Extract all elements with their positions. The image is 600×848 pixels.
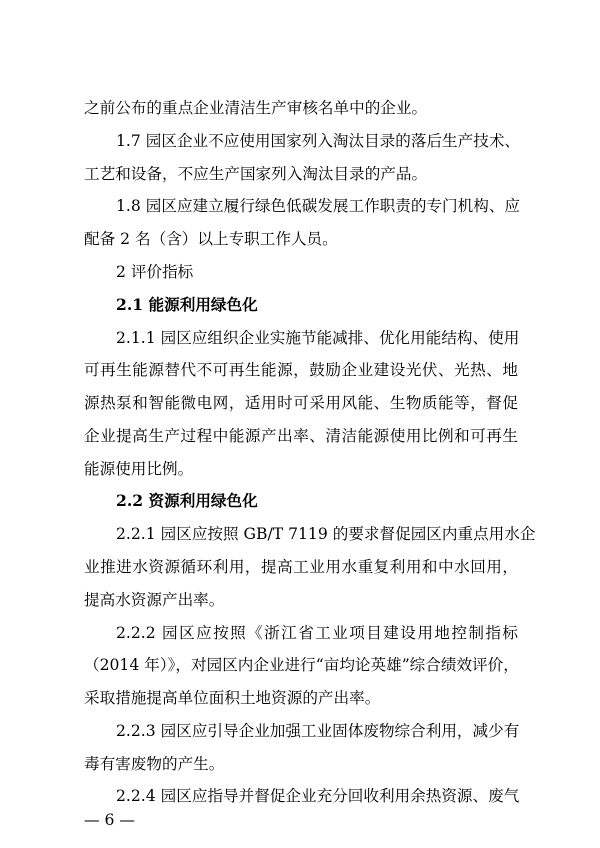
clause-2-2-4-line-1: 2.2.4 园区应指导并督促企业充分回收利用余热资源、废气: [116, 787, 520, 805]
section-heading-2: 2 评价指标: [116, 263, 194, 281]
text-line-continuation: 之前公布的重点企业清洁生产审核名单中的企业。: [84, 99, 428, 117]
clause-1-8-line-1: 1.8 园区应建立履行绿色低碳发展工作职责的专门机构、应: [116, 197, 521, 215]
clause-2-2-1-line-2: 业推进水资源循环利用，提高工业用水重复利用和中水回用，: [84, 558, 518, 576]
clause-2-1-1-line-3: 源热泵和智能微电网，适用时可采用风能、生物质能等，督促: [84, 394, 518, 412]
clause-2-1-1-line-2: 可再生能源替代不可再生能源，鼓励企业建设光伏、光热、地: [84, 361, 518, 379]
clause-1-7-line-2: 工艺和设备，不应生产国家列入淘汰目录的产品。: [84, 165, 428, 183]
clause-2-2-1-line-1: 2.2.1 园区应按照 GB/T 7119 的要求督促园区内重点用水企: [116, 525, 536, 543]
clause-1-8-line-2: 配备 2 名（含）以上专职工作人员。: [84, 230, 338, 248]
clause-2-2-2-line-2: （2014 年）》，对园区内企业进行“亩均论英雄”综合绩效评价，: [84, 656, 519, 674]
clause-2-2-1-line-3: 提高水资源产出率。: [84, 591, 225, 609]
clause-1-7-line-1: 1.7 园区企业不应使用国家列入淘汰目录的落后生产技术、: [116, 132, 521, 150]
clause-2-2-3-line-1: 2.2.3 园区应引导企业加强工业固体废物综合利用，减少有: [116, 722, 520, 740]
clause-2-1-1-line-1: 2.1.1 园区应组织企业实施节能减排、优化用能结构、使用: [116, 329, 520, 347]
clause-2-2-2-line-3: 采取措施提高单位面积土地资源的产出率。: [84, 689, 381, 707]
clause-2-2-2-line-1: 2.2.2 园区应按照《浙江省工业项目建设用地控制指标: [116, 624, 518, 642]
clause-2-1-1-line-4: 企业提高生产过程中能源产出率、清洁能源使用比例和可再生: [84, 427, 518, 445]
clause-2-1-1-line-5: 能源使用比例。: [84, 460, 194, 478]
page-number: — 6 —: [84, 811, 136, 829]
subsection-heading-2-1: 2.1 能源利用绿色化: [116, 295, 258, 314]
subsection-heading-2-2: 2.2 资源利用绿色化: [116, 491, 258, 510]
clause-2-2-3-line-2: 毒有害废物的产生。: [84, 755, 225, 773]
